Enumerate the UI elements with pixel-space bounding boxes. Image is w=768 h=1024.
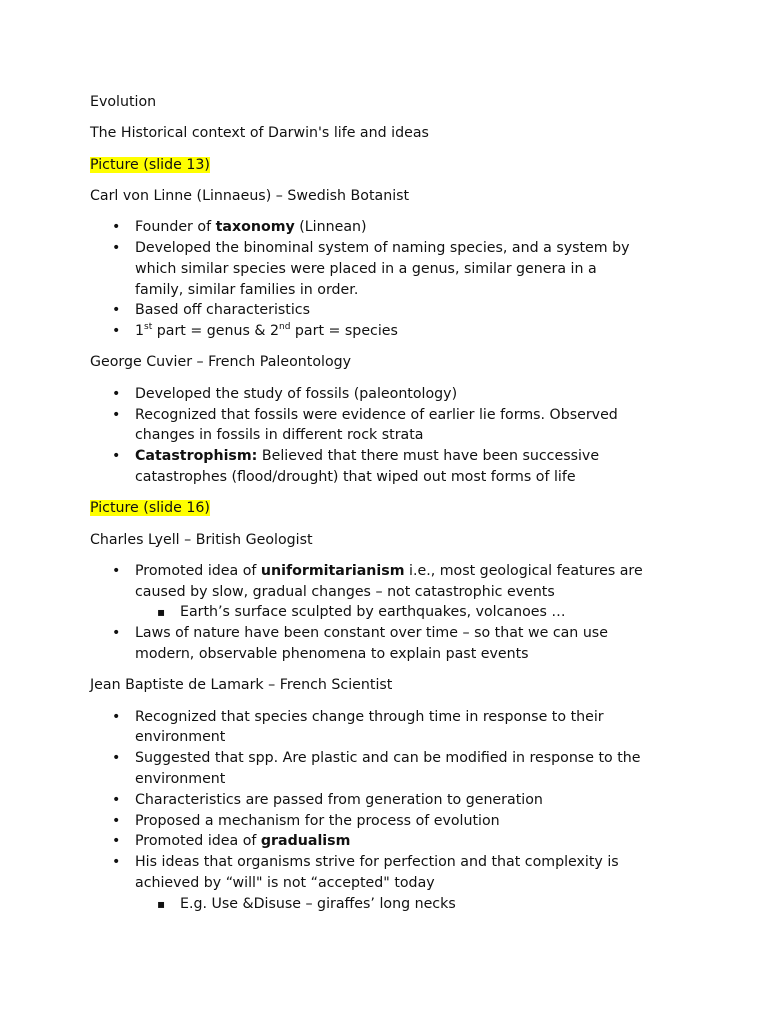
picture-note-slide-13 bbox=[90, 155, 690, 176]
cuvier-list bbox=[90, 384, 690, 488]
doc-subtitle: The Historical context of Darwin's life and ideas bbox=[90, 125, 429, 142]
list-item: • Suggested that spp. Are plastic and can be modified in response to the environment bbox=[90, 748, 690, 790]
list-item: • Developed the binominal system of naming species, and a system by which similar species were placed in a genus, similar genera in a family, similar families in order. bbox=[90, 238, 690, 300]
sub-list bbox=[135, 894, 690, 915]
document-body bbox=[90, 92, 690, 925]
list-item: • Recognized that fossils were evidence of earlier lie forms. Observed changes in fossils in different rock strata bbox=[90, 405, 690, 447]
linnaeus-list bbox=[90, 217, 690, 342]
lyell-list bbox=[90, 561, 690, 665]
lamark-list bbox=[90, 707, 690, 915]
list-item: • Based off characteristics bbox=[90, 300, 690, 321]
list-item: • Catastrophism: Believed that there must have been successive catastrophes (flood/drought) that wiped out most forms of life bbox=[90, 446, 690, 488]
sub-list bbox=[135, 602, 690, 623]
highlighted-text: Picture (slide 13) bbox=[90, 156, 210, 173]
list-item: • Founder of taxonomy (Linnean) bbox=[90, 217, 690, 238]
list-item: • Laws of nature have been constant over time – so that we can use modern, observable phenomena to explain past events bbox=[90, 623, 690, 665]
list-item: • Recognized that species change through time in response to their environment bbox=[90, 707, 690, 749]
lyell-heading: Charles Lyell – British Geologist bbox=[90, 531, 313, 548]
list-item: • Developed the study of fossils (paleontology) bbox=[90, 384, 690, 405]
list-item: • Promoted idea of gradualism bbox=[90, 831, 690, 852]
sub-list-item: ▪ E.g. Use &Disuse – giraffes’ long necks bbox=[135, 894, 690, 915]
sub-list-item: ▪ Earth’s surface sculpted by earthquakes, volcanoes … bbox=[135, 602, 690, 623]
linnaeus-heading: Carl von Linne (Linnaeus) – Swedish Botanist bbox=[90, 187, 410, 204]
list-item: • His ideas that organisms strive for perfection and that complexity is achieved by “will" is not “accepted" today ▪ E.g. Use &Disuse – giraffes’ long necks bbox=[90, 852, 690, 914]
list-item: • 1st part = genus & 2nd part = species bbox=[90, 321, 690, 342]
list-item: • Characteristics are passed from generation to generation bbox=[90, 790, 690, 811]
picture-note-slide-16 bbox=[90, 498, 690, 519]
highlighted-text: Picture (slide 16) bbox=[90, 500, 210, 517]
lamark-heading: Jean Baptiste de Lamark – French Scientist bbox=[90, 677, 393, 694]
list-item: • Proposed a mechanism for the process of evolution bbox=[90, 811, 690, 832]
list-item: • Promoted idea of uniformitarianism i.e., most geological features are caused by slow, gradual changes – not catastrophic events ▪ Earth’s surface sculpted by earthquakes, volcanoes … bbox=[90, 561, 690, 623]
cuvier-heading: George Cuvier – French Paleontology bbox=[90, 354, 352, 371]
doc-title: Evolution bbox=[90, 94, 157, 110]
